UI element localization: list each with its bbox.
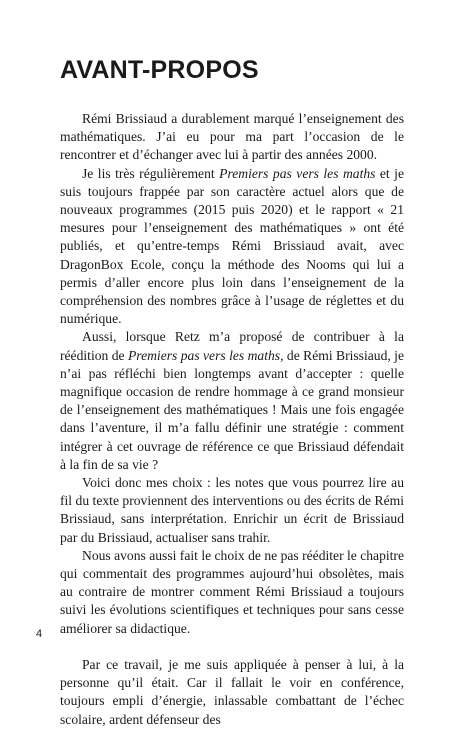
paragraph-3-start: Aussi, lorsque Retz m’a proposé de contribuer à la réédition de <box>60 329 404 363</box>
book-title: Premiers pas vers les maths <box>127 347 281 363</box>
paragraph-5: Nous avons aussi fait le choix de ne pas rééditer le chapitre qui commentait des programmes aujourd’hui obsolètes, mais au contraire de montrer comment Rémi Brissiaud a toujours suivi les évolutions scientifiques et techniques pour sans cesse améliorer sa didactique. <box>60 547 404 636</box>
paragraph-6: Par ce travail, je me suis appliquée à penser à lui, à la personne qu’il était. Car il fallait le voir en conférence, toujours empli d’énergie, inlassable combattant de l’échec scolaire, ardent défenseur des <box>60 656 404 727</box>
paragraph-2-end: et je suis toujours frappée par son caractère actuel alors que de nouveaux programmes (2015 puis 2020) et le rapport « 21 mesures pour l’enseignement des mathématiques » ont été publiés, et qu’entre-temps Rémi Brissiaud avait, avec DragonBox Ecole, conçu la méthode des Nooms qui lui a permis d’aller encore plus loin dans l’enseignement de la compréhension des nombres grâce à l’usage de réglettes et du numérique. <box>60 165 404 327</box>
page-number: 4 <box>36 628 43 640</box>
paragraph-2-start: Je lis très régulièrement <box>82 165 220 181</box>
paragraph-2 <box>60 165 404 329</box>
paragraph-3-end: , de Rémi Brissiaud, je n’ai pas réfléchi bien longtemps avant d’accepter : quelle magnifique occasion de rendre hommage à ce grand monsieur de l’enseignement des mathématiques ! Mais une fois engagée dans l’aventure, il m’a fallu définir une stratégie : comment intégrer à cet ouvrage de référence ce que Brissiaud défendait à la fin de sa vie ? <box>60 347 404 472</box>
page-title: AVANT-PROPOS <box>60 56 259 84</box>
body-text <box>60 110 404 729</box>
paragraph-1: Rémi Brissiaud a durablement marqué l’enseignement des mathématiques. J’ai eu pour ma part l’occasion de le rencontrer et d’échanger avec lui à partir des années 2000. <box>60 111 404 163</box>
paragraph-4: Voici donc mes choix : les notes que vous pourrez lire au fil du texte proviennent des interventions ou des écrits de Rémi Brissiaud, sans interprétation. Enrichir un écrit de Brissiaud par du Brissiaud, actualiser sans trahir. <box>60 475 404 545</box>
paragraph-3 <box>60 328 404 474</box>
book-title: Premiers pas vers les maths <box>219 165 376 181</box>
